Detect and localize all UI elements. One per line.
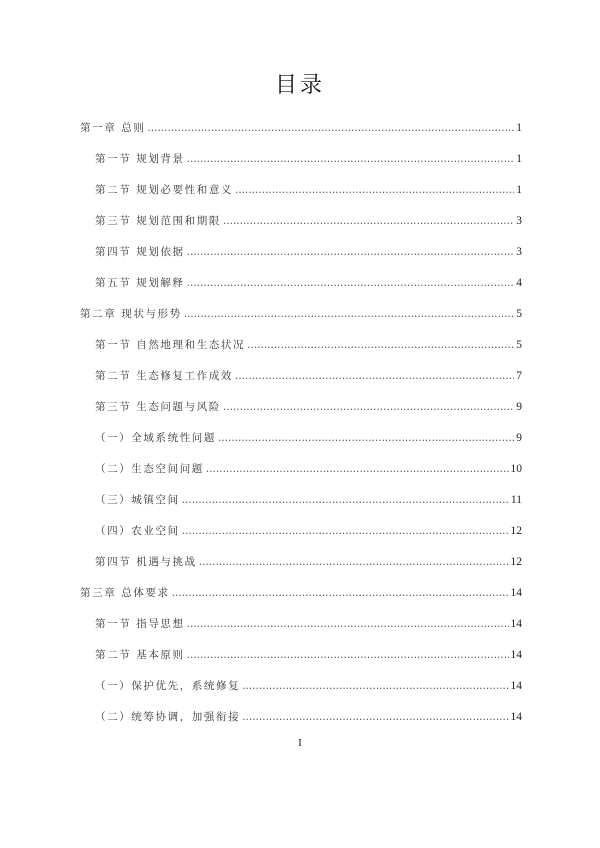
toc-entry-page: 10 [510,463,522,475]
leader-dots [182,525,509,537]
toc-entry[interactable] [80,709,522,740]
toc-entry-title: （二）生态空间问题 [95,463,204,475]
leader-dots [187,153,515,165]
toc-entry[interactable] [80,182,522,213]
toc-entry-title: 第三节 规划范围和期限 [95,215,221,227]
toc-entry[interactable] [80,275,522,306]
leader-dots [187,246,515,258]
toc-entry-page: 1 [516,122,522,134]
toc-entry[interactable] [80,585,522,616]
toc-entry-title: 第四节 机遇与挑战 [95,556,197,568]
toc-entry-page: 3 [516,246,522,258]
toc-entry[interactable] [80,430,522,461]
toc-entry-page: 4 [516,277,522,289]
toc-entry-page: 14 [510,649,522,661]
toc-entry-page: 5 [516,308,522,320]
toc-entry[interactable] [80,120,522,151]
leader-dots [187,649,509,661]
toc-entry[interactable] [80,151,522,182]
toc-entry[interactable] [80,492,522,523]
toc-entry-page: 9 [516,432,522,444]
toc-entry-page: 5 [516,339,522,351]
toc-entry-page: 1 [516,184,522,196]
leader-dots [187,277,515,289]
leader-dots [199,556,509,568]
toc-entry-page: 11 [510,494,522,506]
toc-entry[interactable] [80,213,522,244]
toc-entry-title: 第一节 自然地理和生态状况 [95,339,246,351]
toc-entry-title: 第二节 生态修复工作成效 [95,370,234,382]
leader-dots [147,122,514,134]
toc-entry-page: 1 [516,153,522,165]
toc-entry-page: 9 [516,401,522,413]
toc-entry-title: （一）保护优先，系统修复 [95,680,241,692]
leader-dots [182,494,509,506]
toc-entry[interactable] [80,244,522,275]
toc-entry-title: （二）统筹协调，加强衔接 [95,711,241,723]
toc-entry-title: 第四节 规划依据 [95,246,185,258]
leader-dots [235,184,514,196]
toc-entry[interactable] [80,337,522,368]
page-number: I [298,737,302,749]
toc-entry-page: 7 [516,370,522,382]
leader-dots [187,618,509,630]
toc-entry[interactable] [80,523,522,554]
toc-entry-title: 第二节 规划必要性和意义 [95,184,234,196]
toc-entry-page: 14 [510,711,522,723]
leader-dots [184,308,515,320]
page-title: 目录 [274,73,325,98]
leader-dots [247,339,514,351]
toc-entry-page: 12 [510,556,522,568]
toc-entry-title: 第二章 现状与形势 [80,308,182,320]
toc-entry-page: 14 [510,587,522,599]
leader-dots [242,680,508,692]
toc-entry[interactable] [80,368,522,399]
toc-entry-title: 第一章 总则 [80,122,146,134]
toc-entry-title: 第三节 生态问题与风险 [95,401,221,413]
toc-entry[interactable] [80,554,522,585]
toc-entry[interactable] [80,678,522,709]
toc-entry[interactable] [80,306,522,337]
toc-entry-page: 14 [510,618,522,630]
leader-dots [242,711,508,723]
table-of-contents [80,120,522,740]
toc-entry-title: 第一节 指导思想 [95,618,185,630]
toc-entry[interactable] [80,461,522,492]
toc-entry-title: （四）农业空间 [95,525,180,537]
toc-entry-title: （一）全域系统性问题 [95,432,216,444]
toc-entry-page: 14 [510,680,522,692]
toc-entry-title: 第五节 规划解释 [95,277,185,289]
leader-dots [218,432,514,444]
toc-entry-title: 第三章 总体要求 [80,587,170,599]
leader-dots [172,587,509,599]
leader-dots [206,463,509,475]
toc-entry[interactable] [80,399,522,430]
toc-entry[interactable] [80,616,522,647]
leader-dots [235,370,514,382]
leader-dots [223,215,514,227]
toc-entry-page: 12 [510,525,522,537]
leader-dots [223,401,514,413]
toc-entry-page: 3 [516,215,522,227]
toc-entry[interactable] [80,647,522,678]
toc-entry-title: 第二节 基本原则 [95,649,185,661]
toc-entry-title: （三）城镇空间 [95,494,180,506]
toc-entry-title: 第一节 规划背景 [95,153,185,165]
